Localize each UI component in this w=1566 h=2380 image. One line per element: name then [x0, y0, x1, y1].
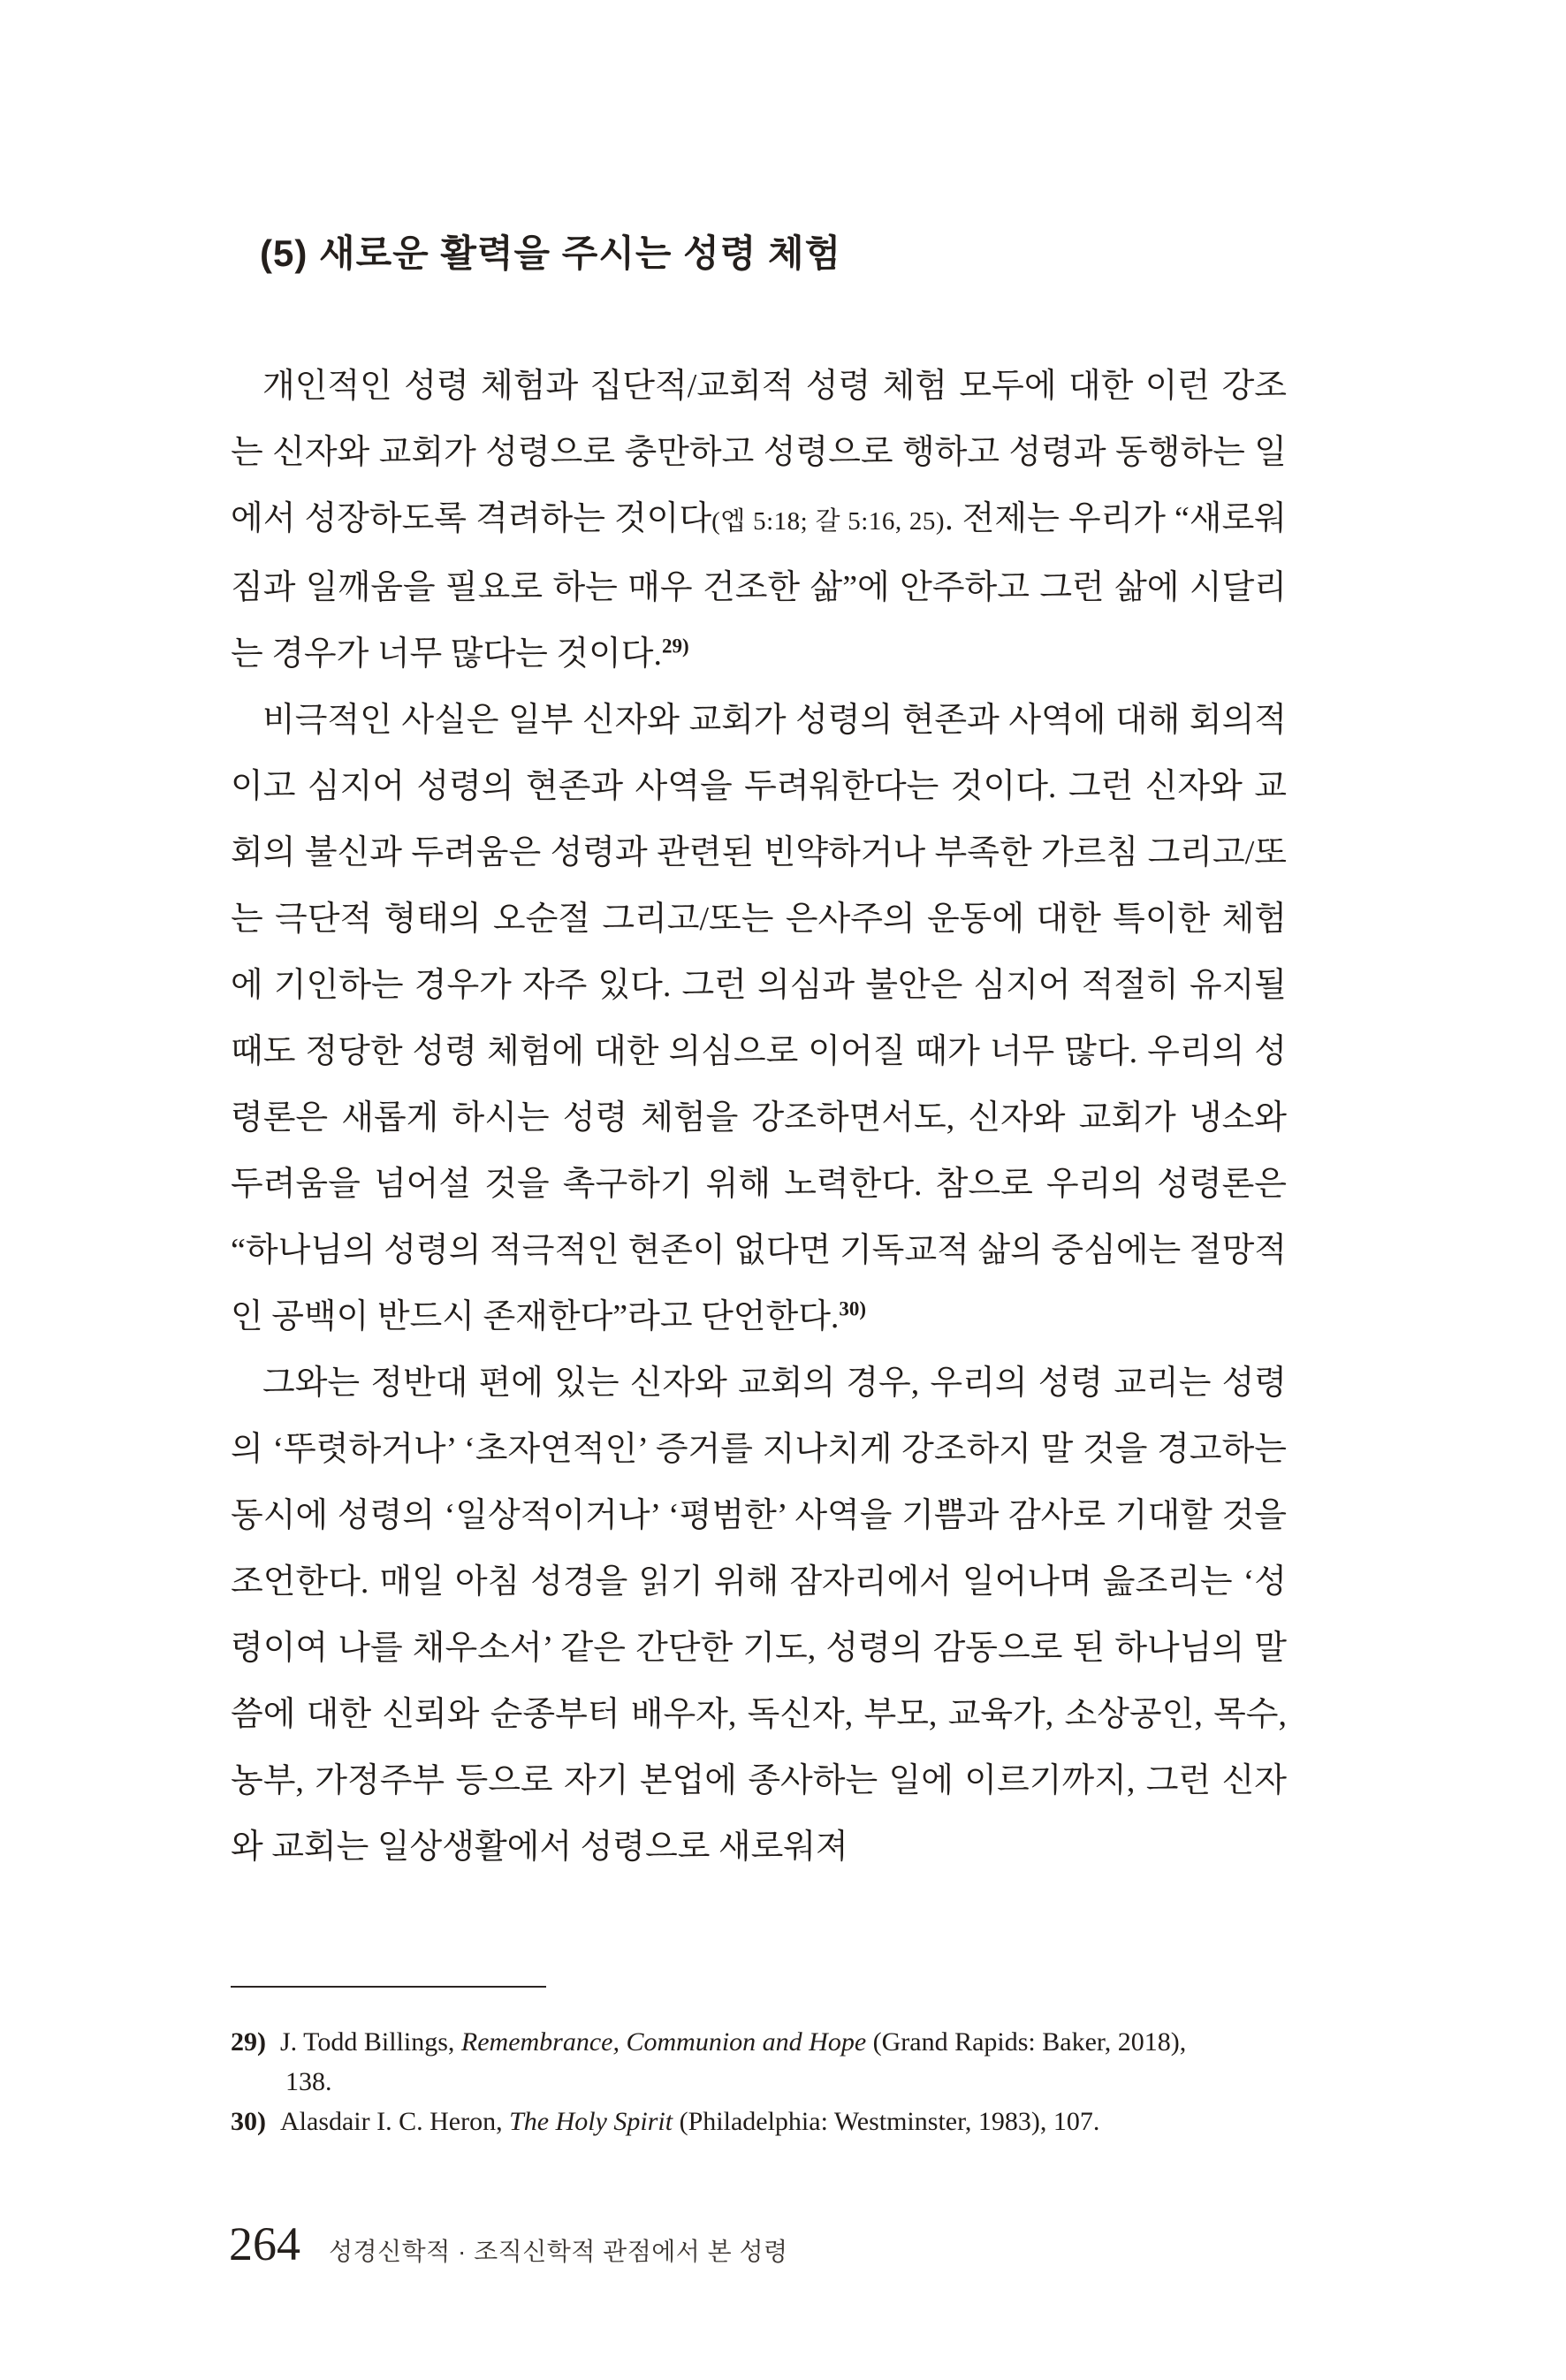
- footnote-line: [231, 2022, 1304, 2062]
- footnote-book-title: The Holy Spirit: [509, 2107, 673, 2136]
- paragraph: [231, 1350, 1287, 1881]
- running-title: 성경신학적 · 조직신학적 관점에서 본 성령: [329, 2238, 788, 2265]
- section-heading: (5) 새로운 활력을 주시는 성령 체험: [260, 232, 842, 274]
- footnote-superscript: 30): [839, 1297, 867, 1320]
- footnote-text: (Philadelphia: Westminster, 1983), 107.: [673, 2107, 1100, 2136]
- footnote-text: J. Todd Billings,: [280, 2027, 461, 2057]
- paragraph: [231, 688, 1287, 1350]
- footnote-superscript: 29): [662, 635, 689, 658]
- footnote-line: [231, 2062, 1304, 2102]
- footnote-text: Alasdair I. C. Heron,: [280, 2107, 510, 2136]
- footnote-separator-rule: [231, 1986, 546, 1988]
- footnote-book-title: Remembrance, Communion and Hope: [460, 2027, 867, 2057]
- paragraph-text: 그와는 정반대 편에 있는 신자와 교회의 경우, 우리의 성령 교리는 성령의 ‘뚜렷하거나’ ‘초자연적인’ 증거를 지나치게 강조하지 말 것을 경고하는 동시에 성령의 ‘일상적이거나’ ‘평범한’ 사역을 기쁨과 감사로 기대할 것을 조언한다. 매일 아침 성경을 읽기 위해 잠자리에서 일어나며 읊조리는 ‘성령이여 나를 채우소서’ 같은 간단한 기도, 성령의 감동으로 된 하나님의 말씀에 대한 신뢰와 순종부터 배우자, 독신자, 부모, 교육가, 소상공인, 목수, 농부, 가정주부 등으로 자기 본업에 종사하는 일에 이르기까지, 그런 신자와 교회는 일상생활에서 성령으로 새로워져: [231, 1365, 1287, 1866]
- paragraph-text: 비극적인 사실은 일부 신자와 교회가 성령의 현존과 사역에 대해 회의적이고 심지어 성령의 현존과 사역을 두려워한다는 것이다. 그런 신자와 교회의 불신과 두려움은 성령과 관련된 빈약하거나 부족한 가르침 그리고/또는 극단적 형태의 오순절 그리고/또는 은사주의 운동에 대한 특이한 체험에 기인하는 경우가 자주 있다. 그런 의심과 불안은 심지어 적절히 유지될 때도 정당한 성령 체험에 대한 의심으로 이어질 때가 너무 많다. 우리의 성령론은 새롭게 하시는 성령 체험을 강조하면서도, 신자와 교회가 냉소와 두려움을 넘어설 것을 촉구하기 위해 노력한다. 참으로 우리의 성령론은 “하나님의 성령의 적극적인 현존이 없다면 기독교적 삶의 중심에는 절망적인 공백이 반드시 존재한다”라고 단언한다.: [231, 702, 1287, 1335]
- body-text-block: [231, 354, 1287, 1958]
- paragraph-text: . 전제는 우리가 “새로워짐과 일깨움을 필요로 하는 매우 건조한 삶”에 안주하고 그런 삶에 시달리는 경우가 너무 많다는 것이다.: [231, 500, 1287, 673]
- footnote-text: 138.: [285, 2067, 332, 2096]
- footnote-line: [231, 2102, 1304, 2141]
- footnote-marker: 30): [231, 2107, 266, 2136]
- footnote-marker: 29): [231, 2027, 266, 2057]
- scripture-reference: (엡 5:18; 갈 5:16, 25): [711, 507, 946, 536]
- footnotes-block: [231, 2022, 1304, 2141]
- page-number: 264: [229, 2217, 300, 2270]
- paragraph: [231, 354, 1287, 688]
- footnote-text: (Grand Rapids: Baker, 2018),: [866, 2027, 1187, 2057]
- paragraph-text: 개인적인 성령 체험과 집단적/교회적 성령 체험 모두에 대한 이런 강조는 신자와 교회가 성령으로 충만하고 성령으로 행하고 성령과 동행하는 일에서 성장하도록 격려하는 것이다: [231, 368, 1287, 537]
- page-footer: [229, 2217, 788, 2270]
